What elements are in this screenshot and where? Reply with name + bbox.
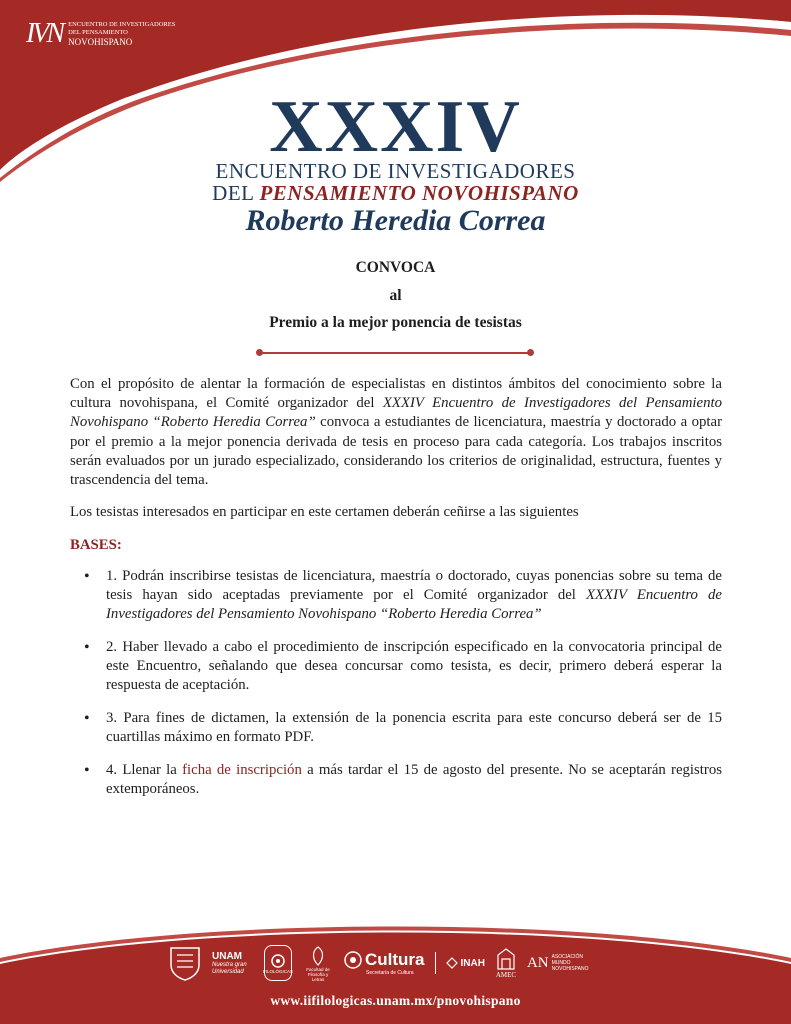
list-item: • 1. Podrán inscribirse tesistas de licenciatura, maestría o doctorado, cuyas ponencias sobre su tema de tesis hayan sido aceptadas previamente por el Comité organizador del XXXIV Encuentro de Investigadores del Pensamiento Novohispano “Roberto Heredia Correa” <box>84 567 722 625</box>
sponsor-logos <box>168 940 600 986</box>
list-item: • 3. Para fines de dictamen, la extensión de la ponencia escrita para este concurso deberá ser de 15 cuartillas máximo en formato PDF. <box>84 709 722 747</box>
event-name-line1: ENCUENTRO DE INVESTIGADORES <box>215 159 576 183</box>
intro-paragraph: Con el propósito de alentar la formación de especialistas en distintos ámbitos del conocimiento sobre la cultura novohispana, el Comité organizador del XXXIV Encuentro de Investigadores del Pensamiento Novohispano “Roberto Heredia Correa” convoca a estudiantes de licenciatura, maestría y doctorado a optar por el premio a la mejor ponencia derivada de tesis en proceso para cada categoría. Los trabajos inscritos serán evaluados por un jurado especializado, considerando los criterios de originalidad, estructura, fuentes y trascendencia del tema. <box>70 376 722 489</box>
divider-dot-right <box>527 349 534 356</box>
ffyl-logo: Facultad de Filosofía y Letras <box>302 945 334 982</box>
header-brand-text: ENCUENTRO DE INVESTIGADORES DEL PENSAMIENTO NOVOHISPANO <box>68 21 176 47</box>
divider-dot-left <box>256 349 263 356</box>
cultura-logo: Cultura Secretaría de Cultura <box>344 950 425 976</box>
filologicas-logo: FILOLÓGICAS <box>264 945 292 981</box>
list-item: • 2. Haber llevado a cabo el procedimiento de inscripción especificado en la convocatoria principal de este Encuentro, señalando que desea concursar como tesista, es decir, primero deberá esperar la respuesta de aceptación. <box>84 638 722 696</box>
bases-lead-in: Los tesistas interesados en participar en este certamen deberán ceñirse a las siguientes <box>70 504 579 520</box>
bases-list-item-2 <box>84 638 722 696</box>
edition-number: XXXIV <box>269 86 522 168</box>
registration-form-link[interactable]: ficha de inscripción <box>182 762 302 778</box>
asociacion-mundo-novohispano-logo: AN ASOCIACIÓN MUNDO NOVOHISPANO <box>526 954 589 972</box>
bases-list-item-1 <box>84 567 722 625</box>
call-line-al: al <box>389 287 402 304</box>
prize-title: Premio a la mejor ponencia de tesistas <box>269 314 522 331</box>
header-logo <box>26 20 175 48</box>
bases-list-item-3 <box>84 709 722 747</box>
bases-heading: BASES: <box>70 537 122 553</box>
event-title-block <box>0 86 791 238</box>
list-item: • 4. Llenar la ficha de inscripción a más tardar el 15 de agosto del presente. No se aceptarán registros extemporáneos. <box>84 761 722 799</box>
amec-logo: AMEC <box>495 947 517 979</box>
unam-logo: UNAM Nuestra gran Universidad <box>212 950 247 975</box>
section-divider <box>259 352 531 354</box>
call-line-convoca: CONVOCA <box>355 259 436 276</box>
event-name-line2: DEL PENSAMIENTO NOVOHISPANO <box>212 181 579 205</box>
ivn-monogram-icon: IVN <box>26 18 63 49</box>
footer-url-link[interactable]: www.iifilologicas.unam.mx/pnovohispano <box>270 993 521 1008</box>
inah-logo: INAH <box>446 957 485 969</box>
bases-list-item-4 <box>84 761 722 799</box>
logo-separator <box>435 952 436 974</box>
unam-crest-icon <box>168 945 202 981</box>
honoree-name: Roberto Heredia Correa <box>245 204 546 237</box>
